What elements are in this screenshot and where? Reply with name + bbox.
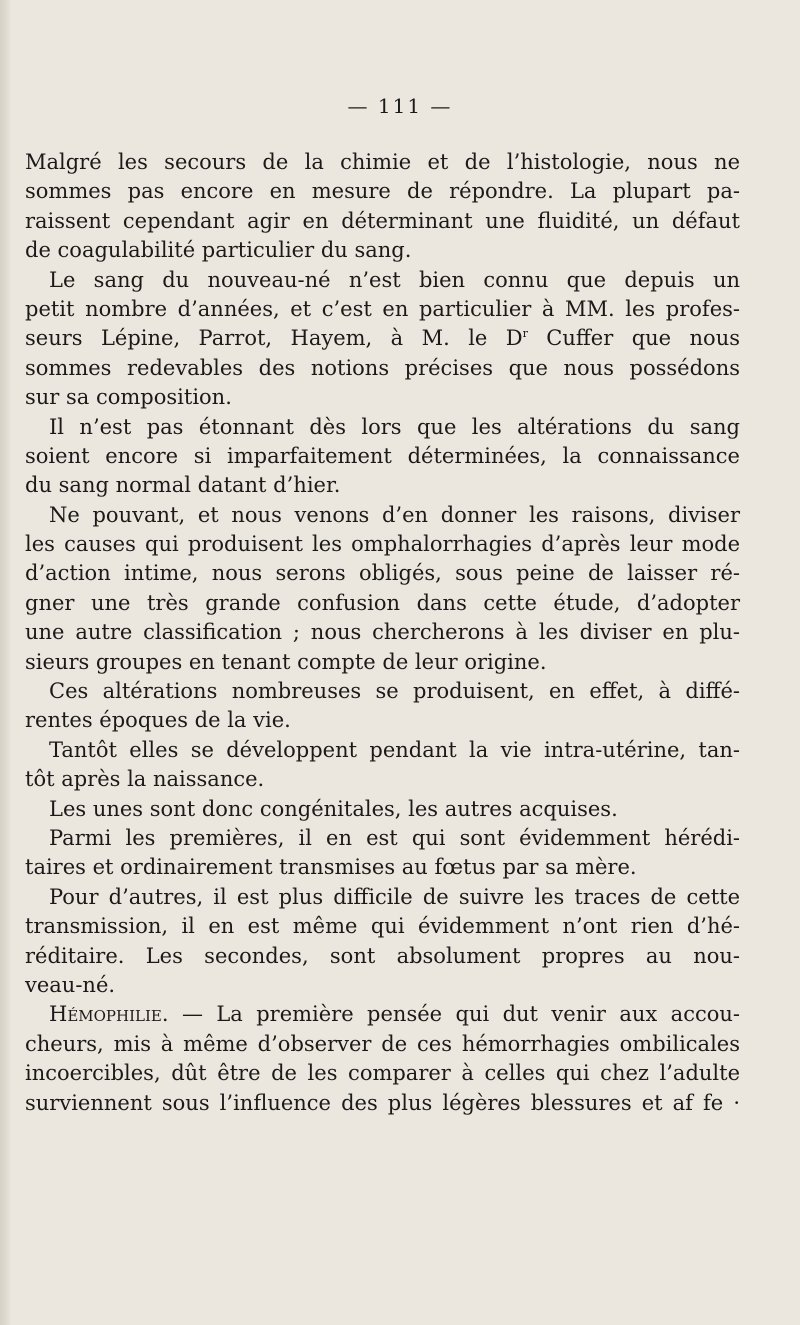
text-line: d’action intime, nous serons obligés, sous peine de laisser ré-	[25, 561, 740, 586]
text-span: — La première pensée qui dut venir aux accou-	[168, 1002, 740, 1027]
text-line: tôt après la naissance.	[25, 767, 265, 792]
paragraph	[25, 266, 740, 413]
text-line: cheurs, mis à même d’observer de ces hémorrhagies ombilicales	[25, 1031, 740, 1056]
body-text	[25, 148, 740, 1118]
text-line	[25, 1000, 740, 1029]
text-line: soient encore si imparfaitement déterminées, la connaissance	[25, 443, 740, 468]
paragraph	[25, 148, 740, 266]
text-line: Parmi les premières, il en est qui sont évidemment hérédi-	[49, 825, 740, 850]
paragraph	[25, 1000, 740, 1118]
text-line: incoercibles, dût être de les comparer à celles qui chez l’adulte	[25, 1061, 740, 1086]
text-line: rentes époques de la vie.	[25, 708, 291, 733]
text-line: petit nombre d’années, et c’est en particulier à MM. les profes-	[25, 296, 740, 321]
text-line	[25, 324, 740, 353]
text-line: sommes redevables des notions précises que nous possédons	[25, 355, 740, 380]
text-line: une autre classification ; nous chercherons à les diviser en plu-	[25, 620, 740, 645]
text-line: sur sa composition.	[25, 385, 232, 410]
paragraph	[25, 883, 740, 1001]
paragraph	[25, 736, 740, 795]
section-heading: Hémophilie.	[49, 1002, 169, 1027]
paragraph	[25, 413, 740, 501]
text-line: réditaire. Les secondes, sont absolument propres au nou-	[25, 943, 740, 968]
text-line: taires et ordinairement transmises au fœtus par sa mère.	[25, 855, 637, 880]
text-line: Le sang du nouveau-né n’est bien connu que depuis un	[49, 267, 740, 292]
text-line: du sang normal datant d’hier.	[25, 473, 341, 498]
superscript: r	[522, 327, 528, 341]
text-line: Tantôt elles se développent pendant la vie intra-utérine, tan-	[49, 737, 740, 762]
text-line: gner une très grande confusion dans cette étude, d’adopter	[25, 590, 740, 615]
paragraph	[25, 501, 740, 677]
text-line: de coagulabilité particulier du sang.	[25, 238, 412, 263]
text-line: Ne pouvant, et nous venons d’en donner les raisons, diviser	[49, 502, 740, 527]
binding-edge	[0, 0, 10, 1325]
text-line: sommes pas encore en mesure de répondre. La plupart pa-	[25, 179, 740, 204]
text-line: transmission, il en est même qui évidemment n’ont rien d’hé-	[25, 914, 740, 939]
text-span: seurs Lépine, Parrot, Hayem, à M. le D	[25, 326, 523, 351]
text-line: Pour d’autres, il est plus difficile de suivre les traces de cette	[49, 884, 740, 909]
text-line: les causes qui produisent les omphalorrhagies d’après leur mode	[25, 532, 740, 557]
paragraph	[25, 824, 740, 883]
page-number: — 111 —	[347, 94, 453, 118]
text-line: Les unes sont donc congénitales, les autres acquises.	[49, 796, 618, 821]
text-line: raissent cependant agir en déterminant une fluidité, un défaut	[25, 208, 740, 233]
text-line: Malgré les secours de la chimie et de l’histologie, nous ne	[25, 150, 740, 174]
text-span: Cuffer que nous	[527, 326, 740, 351]
paragraph	[25, 677, 740, 736]
text-line: veau-né.	[25, 972, 116, 997]
text-line: sieurs groupes en tenant compte de leur origine.	[25, 649, 547, 674]
text-line: Ces altérations nombreuses se produisent, en effet, à diffé-	[49, 679, 740, 704]
text-line: Il n’est pas étonnant dès lors que les altérations du sang	[49, 414, 740, 439]
text-line: surviennent sous l’influence des plus légères blessures et af fe ·	[25, 1090, 740, 1115]
paragraph	[25, 795, 740, 824]
